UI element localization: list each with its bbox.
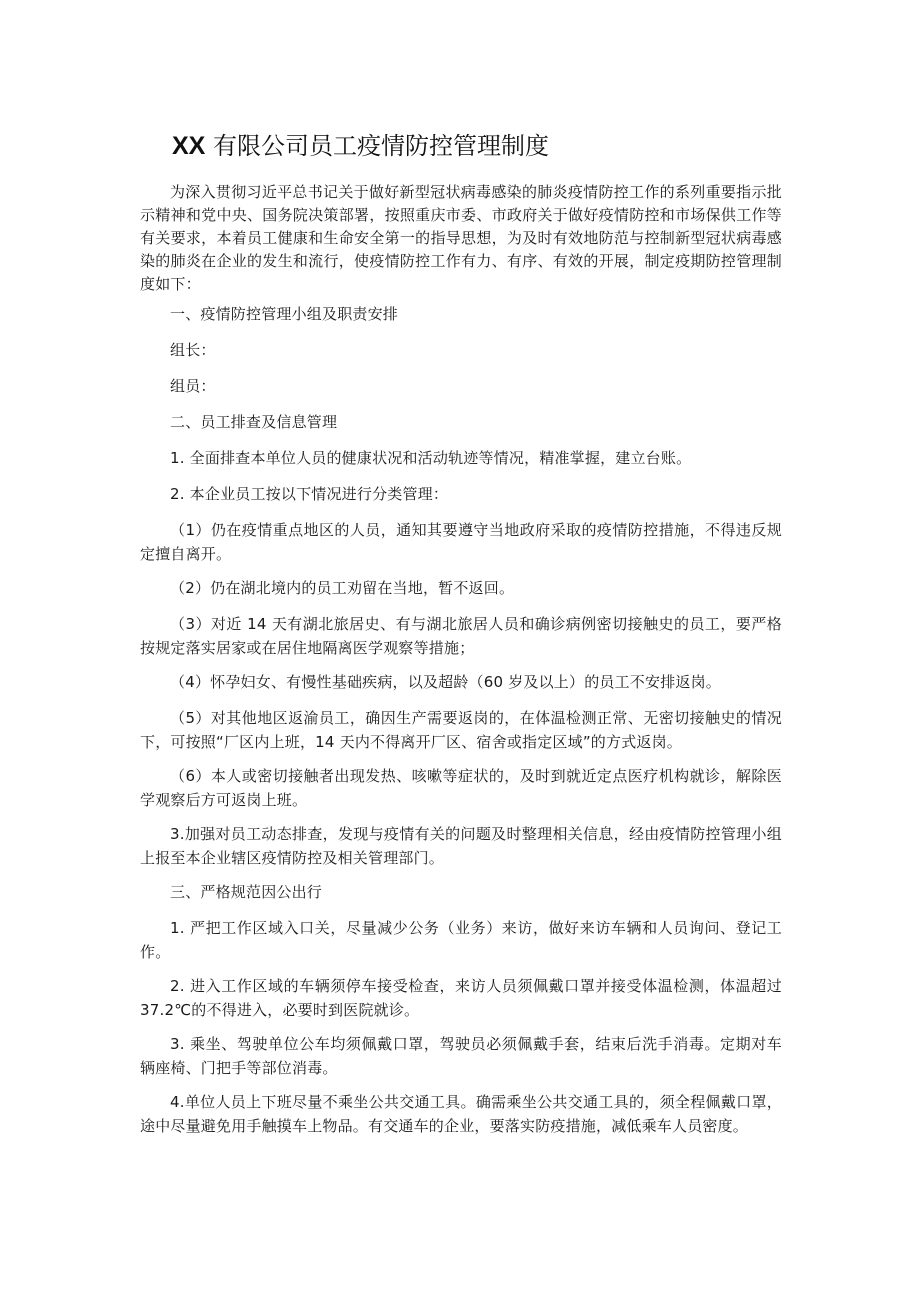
section-heading-1: 一、疫情防控管理小组及职责安排 [170,305,399,323]
sub-item-3: （3）对近 14 天有湖北旅居史、有与湖北旅居人员和确诊病例密切接触史的员工，要严格按规定落实居家或在居住地隔离医学观察等措施； [140,615,782,657]
team-members-line: 组员： [170,377,216,395]
sub-item-6: （6）本人或密切接触者出现发热、咳嗽等症状的，及时到就近定点医疗机构就诊，解除医学观察后方可返岗上班。 [140,767,782,809]
sub-item-1: （1）仍在疫情重点地区的人员，通知其要遵守当地政府采取的疫情防控措施，不得违反规定擅自离开。 [140,521,782,563]
paragraph-2-2: 2. 本企业员工按以下情况进行分类管理： [170,485,449,503]
paragraph-3-2: 2. 进入工作区域的车辆须停车接受检查，来访人员须佩戴口罩并接受体温检测，体温超过 37.2℃的不得进入，必要时到医院就诊。 [140,977,782,1019]
paragraph-2-1: 1. 全面排查本单位人员的健康状况和活动轨迹等情况，精准掌握，建立台账。 [170,449,692,467]
paragraph-3-3: 3. 乘坐、驾驶单位公车均须佩戴口罩，驾驶员必须佩戴手套，结束后洗手消毒。定期对车辆座椅、门把手等部位消毒。 [140,1035,782,1077]
section-heading-3: 三、严格规范因公出行 [170,883,323,901]
document-body [140,181,782,1148]
sub-item-4: （4）怀孕妇女、有慢性基础疾病，以及超龄（60 岁及以上）的员工不安排返岗。 [170,673,722,691]
sub-item-5: （5）对其他地区返渝员工，确因生产需要返岗的，在体温检测正常、无密切接触史的情况下，可按照“厂区内上班，14 天内不得离开厂区、宿舍或指定区域”的方式返岗。 [140,709,782,751]
paragraph-3-1: 1. 严把工作区域入口关，尽量减少公务（业务）来访，做好来访车辆和人员询问、登记工作。 [140,919,782,961]
intro-paragraph: 为深入贯彻习近平总书记关于做好新型冠状病毒感染的肺炎疫情防控工作的系列重要指示批示精神和党中央、国务院决策部署，按照重庆市委、市政府关于做好疫情防控和市场保供工作等有关要求，本着员工健康和生命安全第一的指导思想，为及时有效地防范与控制新型冠状病毒感染的肺炎在企业的发生和流行，使疫情防控工作有力、有序、有效的开展，制定疫期防控管理制度如下： [140,183,782,293]
document-title: XX 有限公司员工疫情防控管理制度 [172,132,549,160]
paragraph-2-3: 3.加强对员工动态排查，发现与疫情有关的问题及时整理相关信息，经由疫情防控管理小组上报至本企业辖区疫情防控及相关管理部门。 [140,825,782,867]
sub-item-2: （2）仍在湖北境内的员工劝留在当地，暂不返回。 [170,579,515,597]
paragraph-3-4: 4.单位人员上下班尽量不乘坐公共交通工具。确需乘坐公共交通工具的，须全程佩戴口罩，途中尽量避免用手触摸车上物品。有交通车的企业，要落实防疫措施，减低乘车人员密度。 [140,1093,782,1135]
team-leader-line: 组长： [170,341,216,359]
section-heading-2: 二、员工排查及信息管理 [170,413,338,431]
